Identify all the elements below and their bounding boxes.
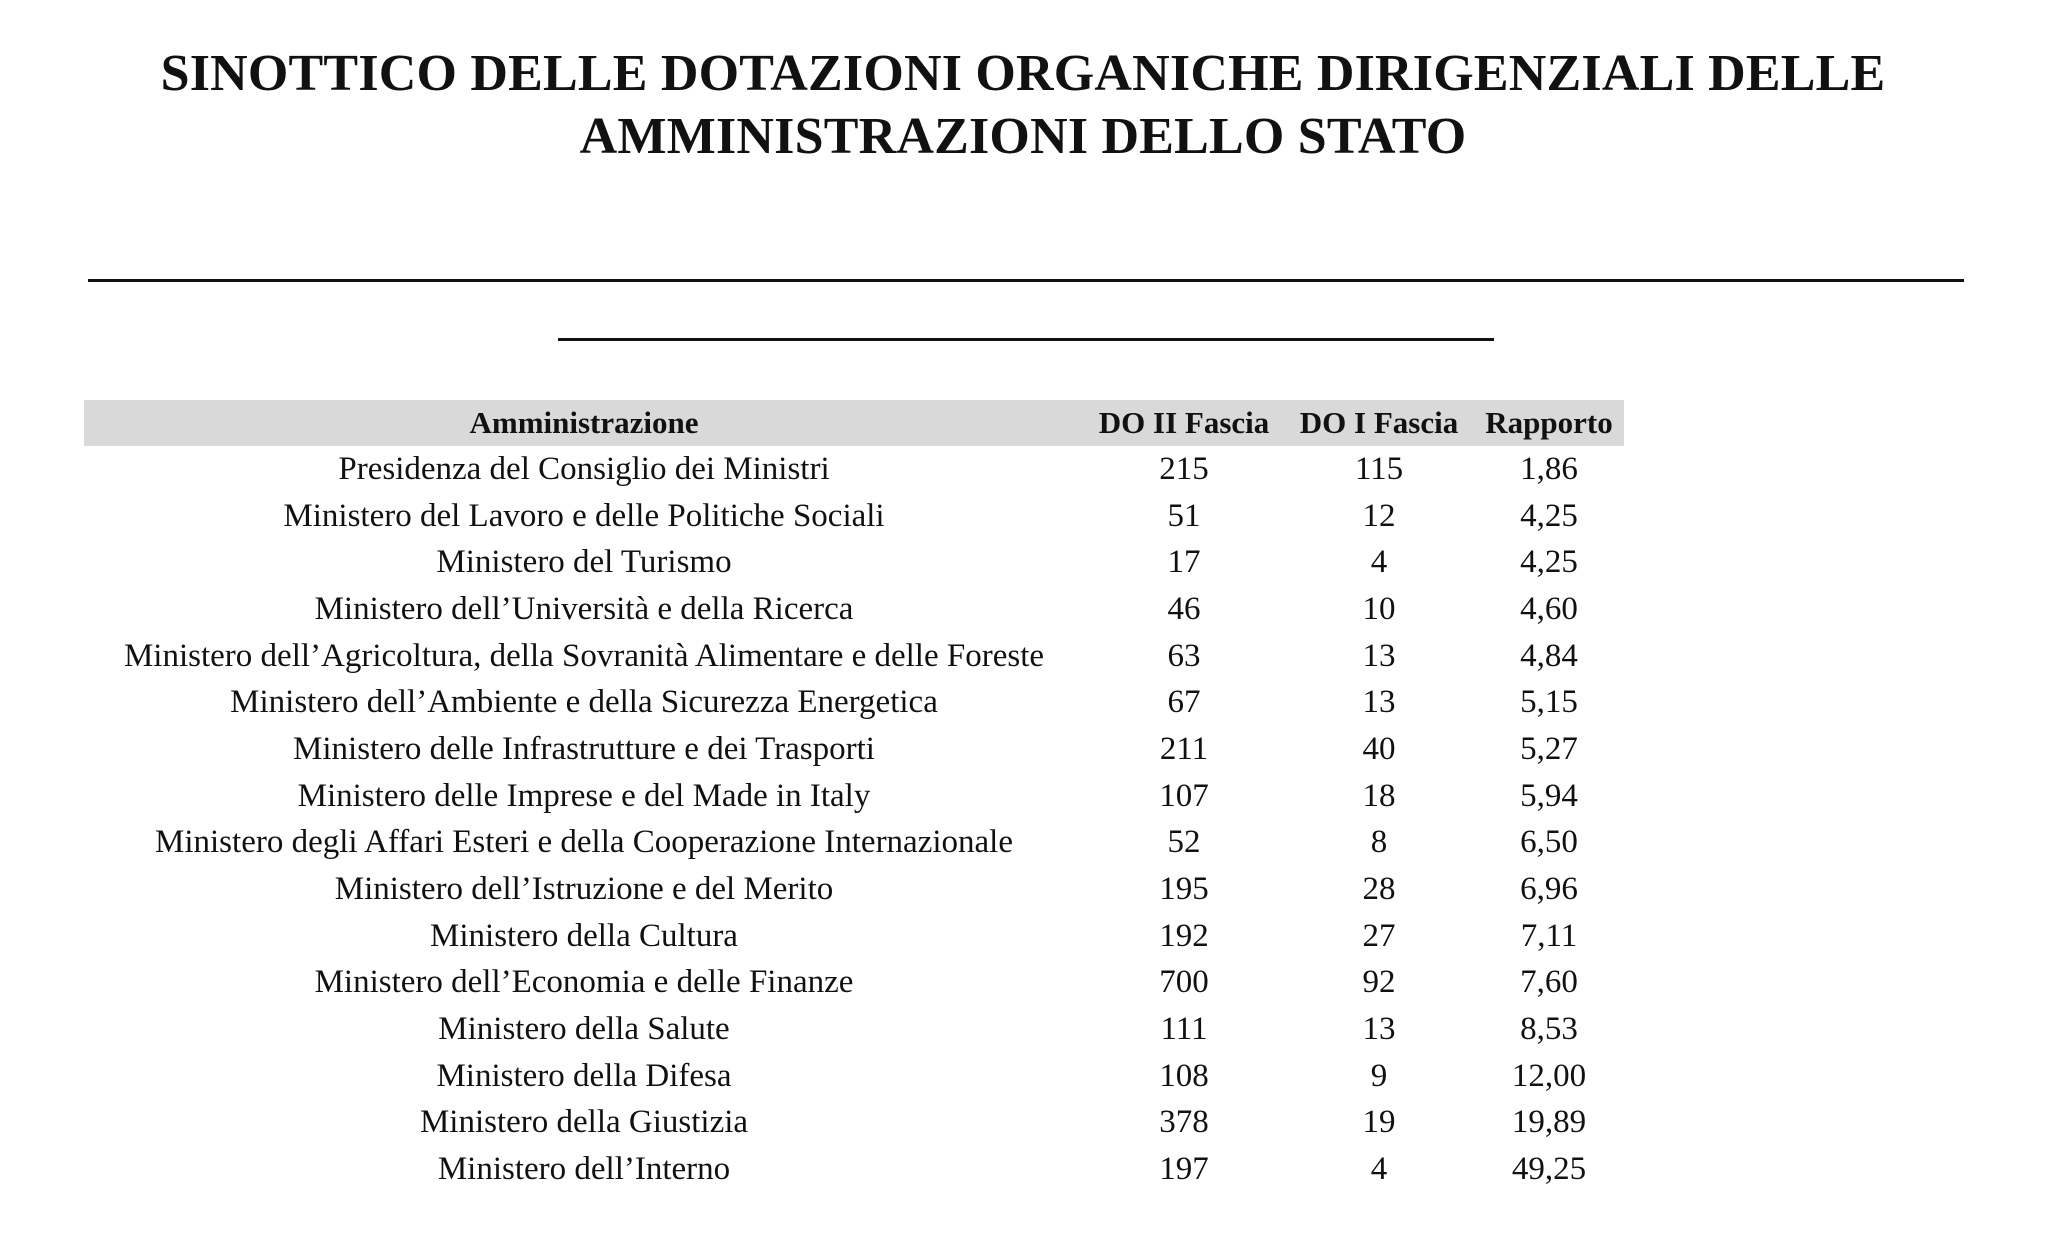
cell-amministrazione: Ministero del Turismo	[436, 544, 732, 581]
cell-rapporto: 6,96	[1520, 871, 1578, 908]
cell-do-i-fascia: 27	[1362, 917, 1396, 954]
cell-amministrazione: Ministero della Salute	[438, 1011, 730, 1048]
table-row	[84, 446, 1624, 493]
cell-do-ii-fascia: 192	[1159, 917, 1209, 954]
table-row	[84, 586, 1624, 633]
cell-do-i-fascia: 28	[1362, 871, 1396, 908]
cell-do-ii-fascia: 211	[1159, 730, 1209, 767]
cell-rapporto: 7,11	[1520, 917, 1578, 954]
column-header-amministrazione: Amministrazione	[469, 405, 699, 440]
cell-amministrazione: Ministero delle Infrastrutture e dei Trasporti	[293, 730, 875, 767]
cell-do-ii-fascia: 63	[1167, 637, 1201, 674]
table-row	[84, 866, 1624, 913]
table-row	[84, 913, 1624, 960]
page-title-line-2: AMMINISTRAZIONI DELLO STATO	[579, 108, 1467, 165]
cell-amministrazione: Ministero della Giustizia	[419, 1104, 749, 1141]
cell-do-ii-fascia: 17	[1167, 544, 1201, 581]
cell-do-i-fascia: 10	[1362, 590, 1396, 627]
cell-amministrazione: Presidenza del Consiglio dei Ministri	[338, 450, 830, 487]
column-header-do-i-fascia: DO I Fascia	[1299, 405, 1459, 440]
cell-do-ii-fascia: 108	[1159, 1057, 1209, 1094]
cell-rapporto: 5,27	[1520, 730, 1578, 767]
cell-amministrazione: Ministero dell’Economia e delle Finanze	[314, 964, 854, 1001]
cell-do-ii-fascia: 46	[1167, 590, 1201, 627]
cell-rapporto: 4,25	[1520, 497, 1578, 534]
cell-amministrazione: Ministero del Lavoro e delle Politiche Sociali	[283, 497, 885, 534]
table-row	[84, 1100, 1624, 1147]
cell-amministrazione: Ministero della Cultura	[430, 917, 738, 954]
cell-do-i-fascia: 18	[1362, 777, 1396, 814]
cell-rapporto: 4,84	[1520, 637, 1578, 674]
cell-amministrazione: Ministero degli Affari Esteri e della Cooperazione Internazionale	[155, 824, 1013, 861]
column-header-rapporto: Rapporto	[1485, 405, 1613, 440]
cell-amministrazione: Ministero dell’Istruzione e del Merito	[334, 871, 834, 908]
cell-do-i-fascia: 19	[1362, 1104, 1396, 1141]
cell-do-i-fascia: 92	[1362, 964, 1396, 1001]
cell-do-i-fascia: 13	[1362, 684, 1396, 721]
table-row	[84, 1146, 1624, 1193]
table-row	[84, 679, 1624, 726]
table-header-row	[84, 400, 1624, 446]
cell-do-ii-fascia: 197	[1159, 1151, 1209, 1188]
cell-do-ii-fascia: 378	[1159, 1104, 1209, 1141]
cell-amministrazione: Ministero dell’Ambiente e della Sicurezza Energetica	[230, 684, 938, 721]
cell-do-i-fascia: 40	[1362, 730, 1396, 767]
page-title	[0, 42, 2046, 168]
cell-do-i-fascia: 4	[1370, 1151, 1388, 1188]
cell-do-ii-fascia: 111	[1160, 1011, 1208, 1048]
horizontal-rule-long	[88, 279, 1964, 282]
table-row	[84, 773, 1624, 820]
cell-amministrazione: Ministero dell’Università e della Ricerca	[314, 590, 854, 627]
cell-do-ii-fascia: 700	[1159, 964, 1209, 1001]
table-row	[84, 539, 1624, 586]
table-body	[84, 446, 1624, 1193]
cell-do-i-fascia: 13	[1362, 637, 1396, 674]
cell-do-i-fascia: 9	[1370, 1057, 1388, 1094]
cell-rapporto: 6,50	[1520, 824, 1578, 861]
cell-do-ii-fascia: 107	[1159, 777, 1209, 814]
horizontal-rule-short	[558, 338, 1494, 341]
table-row	[84, 493, 1624, 540]
data-table	[84, 400, 1624, 1193]
cell-do-i-fascia: 8	[1370, 824, 1388, 861]
cell-rapporto: 12,00	[1511, 1057, 1587, 1094]
page-title-line-1: SINOTTICO DELLE DOTAZIONI ORGANICHE DIRIGENZIALI DELLE	[160, 45, 1886, 102]
table-row	[84, 1006, 1624, 1053]
cell-rapporto: 4,25	[1520, 544, 1578, 581]
table-row	[84, 726, 1624, 773]
cell-amministrazione: Ministero delle Imprese e del Made in Italy	[297, 777, 871, 814]
cell-rapporto: 5,15	[1520, 684, 1578, 721]
cell-rapporto: 4,60	[1520, 590, 1578, 627]
cell-rapporto: 19,89	[1511, 1104, 1587, 1141]
cell-amministrazione: Ministero dell’Agricoltura, della Sovranità Alimentare e delle Foreste	[123, 637, 1045, 674]
cell-rapporto: 7,60	[1520, 964, 1578, 1001]
cell-do-ii-fascia: 195	[1159, 871, 1209, 908]
cell-do-i-fascia: 115	[1354, 450, 1404, 487]
cell-do-i-fascia: 4	[1370, 544, 1388, 581]
table-row	[84, 1053, 1624, 1100]
cell-rapporto: 8,53	[1520, 1011, 1578, 1048]
cell-rapporto: 5,94	[1520, 777, 1578, 814]
cell-do-i-fascia: 12	[1362, 497, 1396, 534]
table-row	[84, 633, 1624, 680]
cell-do-ii-fascia: 52	[1167, 824, 1201, 861]
cell-amministrazione: Ministero dell’Interno	[437, 1151, 731, 1188]
table-row	[84, 820, 1624, 867]
cell-amministrazione: Ministero della Difesa	[436, 1057, 732, 1094]
cell-do-ii-fascia: 51	[1167, 497, 1201, 534]
cell-rapporto: 49,25	[1511, 1151, 1587, 1188]
cell-do-i-fascia: 13	[1362, 1011, 1396, 1048]
table-row	[84, 960, 1624, 1007]
cell-do-ii-fascia: 215	[1159, 450, 1209, 487]
column-header-do-ii-fascia: DO II Fascia	[1098, 405, 1270, 440]
cell-do-ii-fascia: 67	[1167, 684, 1201, 721]
cell-rapporto: 1,86	[1520, 450, 1578, 487]
